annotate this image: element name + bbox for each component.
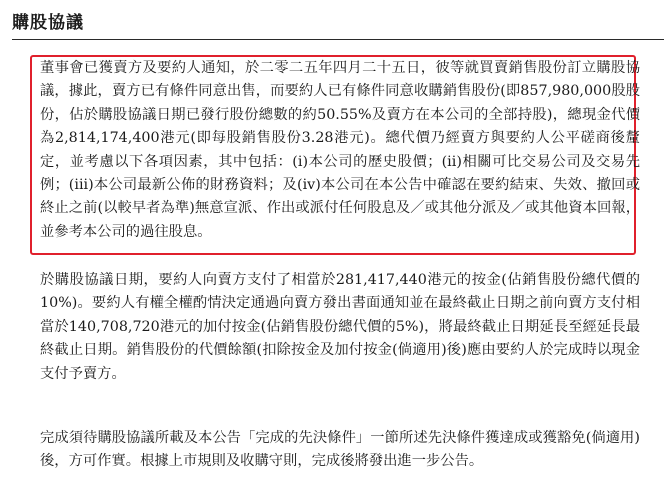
paragraph-deposit-terms: 於購股協議日期，要約人向賣方支付了相當於281,417,440港元的按金(佔銷售股份總代價的10%)。要約人有權全權酌情決定通過向賣方發出書面通知並在最終截止日期之前向賣方支付相當於140,708,720港元的加付按金(佔銷售股份總代價的5%)，將最終截止日期延長至經延長最終截止日期。銷售股份的代價餘額(扣除按金及加付按金(倘適用)後)應由要約人於完成時以現金支付予賣方。	[40, 272, 640, 382]
paragraph-completion-conditions: 完成須待購股協議所載及本公告「完成的先決條件」一節所述先決條件獲達成或獲豁免(倘適用)後，方可作實。根據上市規則及收購守則，完成後將發出進一步公告。	[40, 430, 640, 470]
section-header	[12, 8, 664, 40]
section-title-underline	[12, 39, 664, 40]
section-title: 購股協議	[12, 13, 84, 33]
paragraph-agreement-summary: 董事會已獲賣方及要約人通知，於二零二五年四月二十五日，彼等就買賣銷售股份訂立購股協議，據此，賣方已有條件同意出售，而要約人已有條件同意收購銷售股份(即857,980,000股股份，佔於購股協議日期已發行股份總數的約50.55%及賣方在本公司的全部持股)，總現金代價為2,814,174,400港元(即每股銷售股份3.28港元)。總代價乃經賣方與要約人公平磋商後釐定，並考慮以下各項因素，其中包括：(i)本公司的歷史股價；(ii)相關可比交易公司及交易先例；(iii)本公司最新公佈的財務資料；及(iv)本公司在本公告中確認在要約結束、失效、撤回或終止之前(以較早者為準)無意宣派、作出或派付任何股息及／或其他分派及／或其他資本回報，並參考本公司的過往股息。	[40, 60, 640, 240]
